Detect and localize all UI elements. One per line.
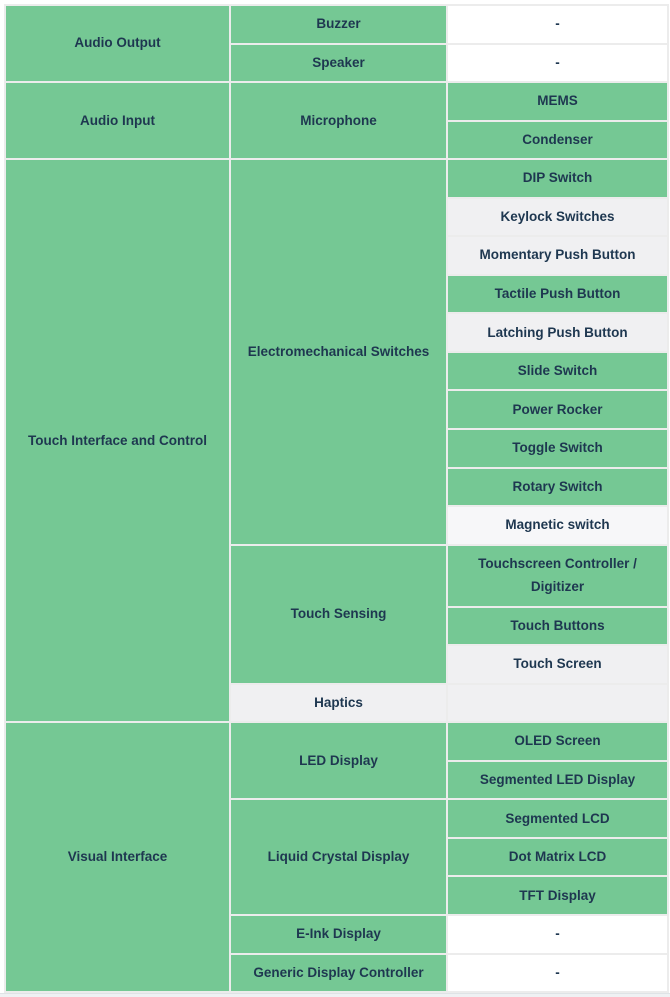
component-cell: Condenser — [447, 121, 668, 160]
subcategory-cell: Liquid Crystal Display — [230, 799, 447, 915]
component-cell: DIP Switch — [447, 159, 668, 198]
table-row — [5, 159, 668, 198]
component-cell: Touch Buttons — [447, 607, 668, 646]
subcategory-cell: LED Display — [230, 722, 447, 799]
component-cell: OLED Screen — [447, 722, 668, 761]
category-cell: Touch Interface and Control — [5, 159, 230, 722]
component-cell: TFT Display — [447, 876, 668, 915]
component-cell: Toggle Switch — [447, 429, 668, 468]
table-row — [5, 82, 668, 121]
subcategory-cell: Microphone — [230, 82, 447, 159]
component-cell: Touchscreen Controller / Digitizer — [447, 545, 668, 607]
component-cell: Slide Switch — [447, 352, 668, 391]
component-cell: - — [447, 44, 668, 83]
subcategory-cell: Buzzer — [230, 5, 447, 44]
subcategory-cell: Generic Display Controller — [230, 954, 447, 993]
table-row — [5, 722, 668, 761]
component-cell: - — [447, 915, 668, 954]
category-cell: Visual Interface — [5, 722, 230, 992]
component-cell: Dot Matrix LCD — [447, 838, 668, 877]
component-cell: Rotary Switch — [447, 468, 668, 507]
component-cell: Tactile Push Button — [447, 275, 668, 314]
component-cell: MEMS — [447, 82, 668, 121]
subcategory-cell: E-Ink Display — [230, 915, 447, 954]
component-cell: - — [447, 5, 668, 44]
component-cell-empty — [447, 684, 668, 723]
component-cell: Touch Screen — [447, 645, 668, 684]
table-row — [5, 5, 668, 44]
subcategory-cell: Haptics — [230, 684, 447, 723]
component-cell: Latching Push Button — [447, 313, 668, 352]
component-category-table — [4, 4, 669, 993]
page-bottom-divider — [0, 993, 670, 997]
component-cell: Keylock Switches — [447, 198, 668, 237]
component-cell: Momentary Push Button — [447, 236, 668, 275]
component-cell: Segmented LCD — [447, 799, 668, 838]
component-cell: Power Rocker — [447, 390, 668, 429]
subcategory-cell: Speaker — [230, 44, 447, 83]
component-cell: Segmented LED Display — [447, 761, 668, 800]
category-cell: Audio Input — [5, 82, 230, 159]
subcategory-cell: Touch Sensing — [230, 545, 447, 684]
subcategory-cell: Electromechanical Switches — [230, 159, 447, 544]
component-cell: - — [447, 954, 668, 993]
component-cell: Magnetic switch — [447, 506, 668, 545]
category-cell: Audio Output — [5, 5, 230, 82]
